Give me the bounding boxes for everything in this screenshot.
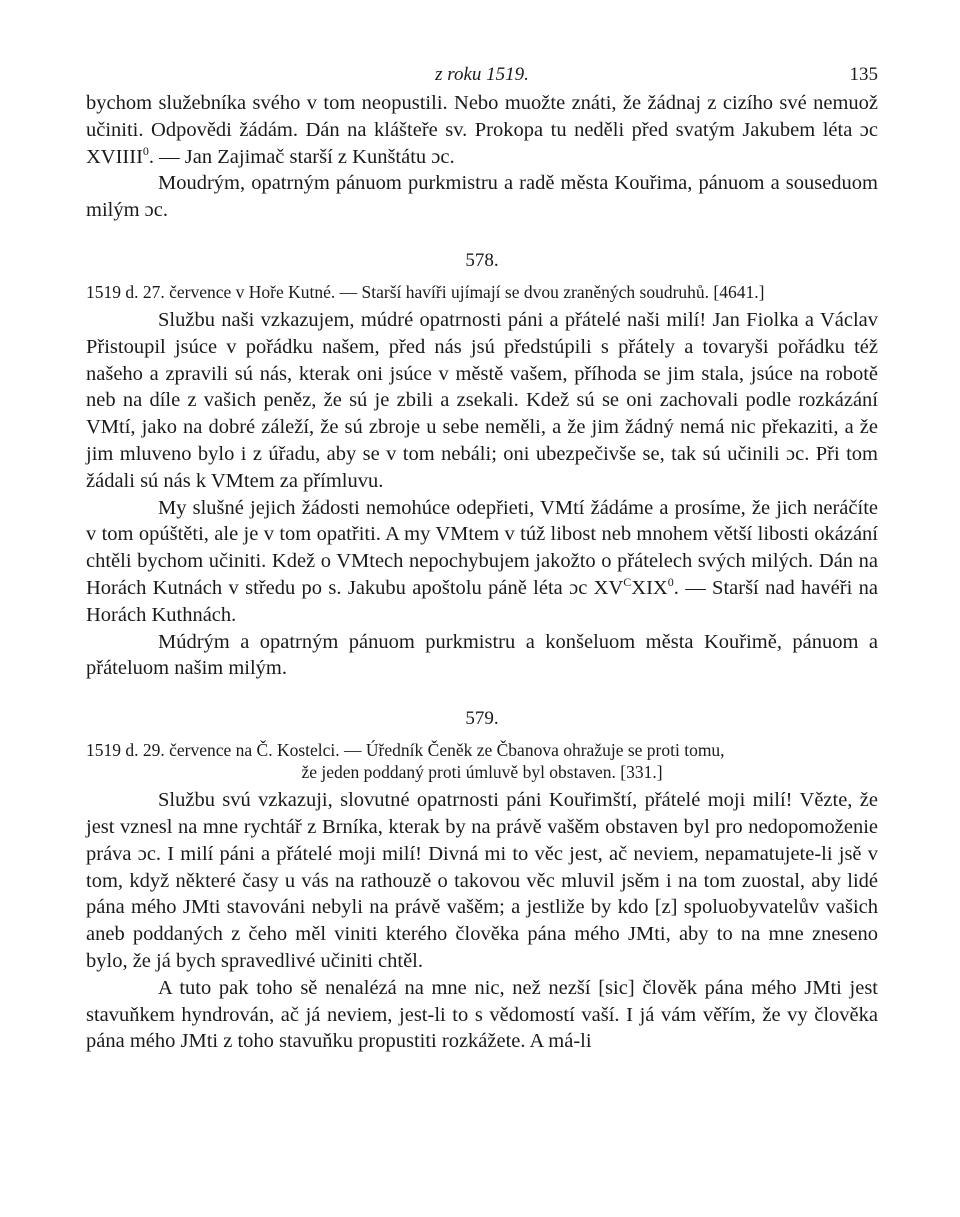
paragraph-578-2: My slušné jejich žádosti nemohúce odepřieti, VMtí žádáme a prosíme, že jich neráčíte v tom opúštěti, ale je v tom opatřiti. A my VMtem v túž libost neb mnohem větší libosti okázání chtěli bychom učiniti. Kdež o VMtech nepochybujem jakožto o přátelech svých milých. Dán na Horách Kutnách v středu po s. Jakubu apoštolu páně léta ɔc $XV^CXIX^0$. — Starší nad havéři na Horách Kuthnách.	[86, 496, 878, 626]
regest-578: 1519 d. 27. července v Hoře Kutné. — Starší havíři ujímají se dvou zraněných soudruhů. [4641.]	[86, 281, 765, 302]
paragraph-579-1: Službu svú vzkazuji, slovutné opatrnosti páni Kouřimští, přátelé moji milí! Vězte, že jest vznesl na mne rychtář z Brníka, kterak by na právě vašěm obstaven byl pro nedopomoženie práva ɔc. I milí páni a přátelé moji milí! Divná mi to věc jest, ač neviem, nepamatujete-li jsě v tom, když některé časy u vás na rathouzě o takovou věc mluvil jsěm i na tom zuostal, aby lidé pána mého JMti stavováni nebyli na právě vašěm; a jestliže by kdo [z] spoluobyvatelův vašich aneb poddaných z čeho měl viniti kterého člověka pána mého JMti, aby to na mne zneseno bylo, že já bych spravedlivé učiniti chtěl.	[86, 789, 878, 972]
regest-579	[86, 739, 878, 783]
address-578: Múdrým a opatrným pánuom purkmistru a konšeluom města Kouřimě, pánuom a přáteluom našim milým.	[86, 630, 878, 680]
document-page	[86, 56, 878, 1055]
regest-579-line2: že jeden poddaný proti úmluvě byl obstaven. [331.]	[301, 762, 663, 783]
regest-579-line1: 1519 d. 29. července na Č. Kostelci. — Úředník Čeněk ze Čbanova ohražuje se proti tomu,	[86, 740, 725, 761]
running-title: z roku 1519.	[435, 64, 529, 85]
continuation-paragraph: bychom služebníka svého v tom neopustili. Nebo muožte znáti, že žádnaj z cizího své nemuož učiniti. Odpovědi žádám. Dán na klášteře sv. Prokopa tu neděli před svatým Jakubem léta ɔc XVIIII$^0$. — Jan Zajimač starší z Kunštátu ɔc.	[86, 92, 878, 168]
document-number-578: 578.	[465, 249, 499, 271]
document-number-579: 579.	[465, 708, 499, 730]
paragraph-578-1: Službu naši vzkazujem, múdré opatrnosti páni a přátelé naši milí! Jan Fiolka a Václav Přistoupil jsúce v pořádku našem, před nás jsú předstúpili s přátely a tovaryši pořádku též našeho a zpravili sú nás, kterak oni jsúce v městě vašem, příhoda se jim stala, jsúce na robotě neb na díle z vašich peněz, že sú je zbili a zsekali. Kdež sú se oni zachovali podle rozkázání VMtí, jako na dobré záleží, že sú zbroje u sebe neměli, a že jim žádný nemá nic překaziti, a že jim mluveno bylo i z úřadu, aby se v tom nebáli; oni ubezpečivše se, tak sú učinili ɔc. Při tom žádali sú nás k VMtem za přímluvu.	[86, 308, 878, 492]
paragraph-579-2: A tuto pak toho sě nenalézá na mne nic, než nezší [sic] člověk pána mého JMti jest stavuňkem hyndrován, ač já neviem, jest-li to s vědomostí vaší. I já vám věřím, že vy člověka pána mého JMti z toho stavuňku propustiti rozkážete. A má-li	[86, 976, 878, 1053]
continuation-address: Moudrým, opatrným pánuom purkmistru a radě města Kouřima, pánuom a souseduom milým ɔc.	[86, 172, 878, 222]
page-header	[86, 56, 878, 90]
page-number: 135	[849, 64, 878, 85]
